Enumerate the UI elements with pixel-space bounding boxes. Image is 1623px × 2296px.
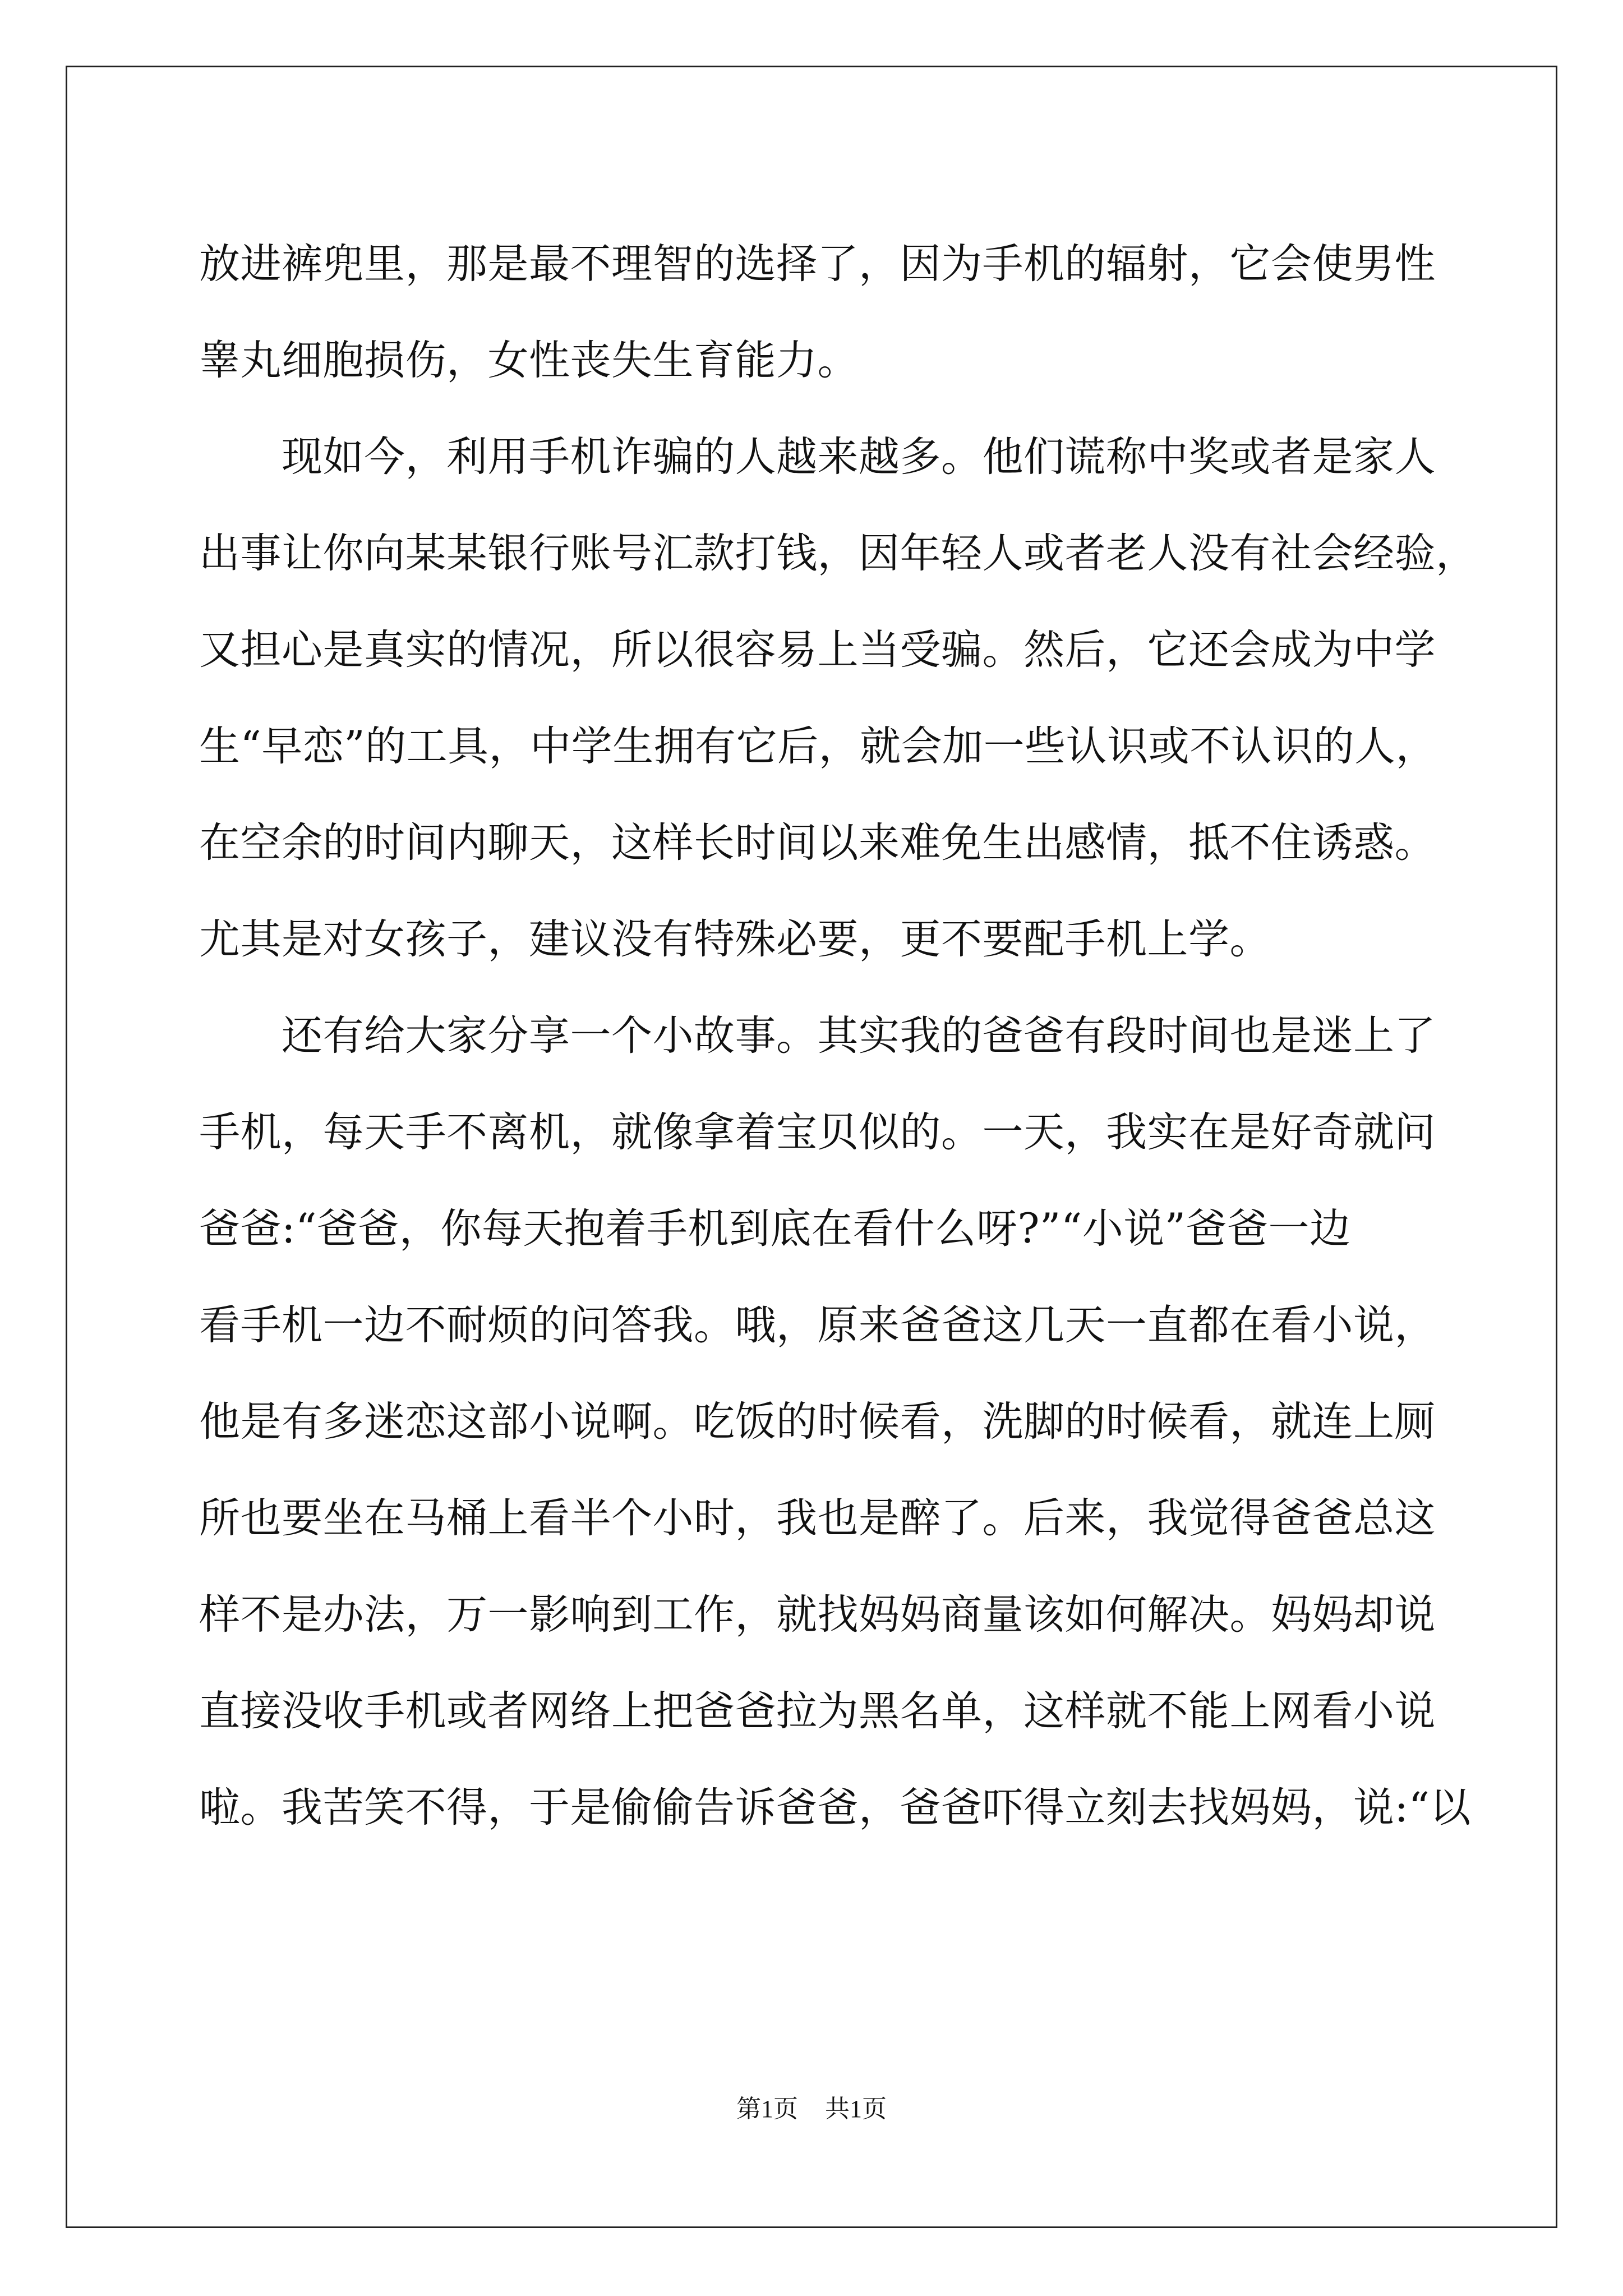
text-line: 手机，每天手不离机，就像拿着宝贝似的。一天，我实在是好奇就问 <box>199 1108 1436 1156</box>
body-text <box>199 216 1477 1856</box>
text-line: 啦。我苦笑不得，于是偷偷告诉爸爸，爸爸吓得立刻去找妈妈，说:“以 <box>199 1784 1471 1832</box>
text-line: 所也要坐在马桶上看半个小时，我也是醉了。后来，我觉得爸爸总这 <box>199 1494 1436 1542</box>
text-line: 看手机一边不耐烦的问答我。哦，原来爸爸这几天一直都在看小说， <box>199 1301 1436 1349</box>
text-line: 爸爸:“爸爸，你每天抱着手机到底在看什么呀?”“小说”爸爸一边 <box>199 1205 1351 1253</box>
page-footer <box>0 2092 1623 2126</box>
text-line: 又担心是真实的情况，所以很容易上当受骗。然后，它还会成为中学 <box>199 626 1436 674</box>
text-line: 出事让你向某某银行账号汇款打钱，因年轻人或者老人没有社会经验， <box>199 530 1477 577</box>
text-line: 放进裤兜里，那是最不理智的选择了，因为手机的辐射，它会使男性 <box>199 240 1436 288</box>
text-line: 还有给大家分享一个小故事。其实我的爸爸有段时间也是迷上了 <box>199 1012 1436 1060</box>
text-line: 现如今，利用手机诈骗的人越来越多。他们谎称中奖或者是家人 <box>199 433 1436 481</box>
page-total: 共1页 <box>825 2095 887 2123</box>
text-line: 尤其是对女孩子，建议没有特殊必要，更不要配手机上学。 <box>199 915 1271 963</box>
text-line: 直接没收手机或者网络上把爸爸拉为黑名单，这样就不能上网看小说 <box>199 1687 1436 1735</box>
text-line: 在空余的时间内聊天，这样长时间以来难免生出感情，抵不住诱惑。 <box>199 819 1436 867</box>
text-line: 睾丸细胞损伤，女性丧失生育能力。 <box>199 337 859 384</box>
page-number: 第1页 <box>736 2095 798 2123</box>
text-line: 生“早恋”的工具，中学生拥有它后，就会加一些认识或不认识的人， <box>199 723 1437 770</box>
text-line: 他是有多迷恋这部小说啊。吃饭的时候看，洗脚的时候看，就连上厕 <box>199 1398 1436 1446</box>
text-line: 样不是办法，万一影响到工作，就找妈妈商量该如何解决。妈妈却说 <box>199 1591 1436 1639</box>
